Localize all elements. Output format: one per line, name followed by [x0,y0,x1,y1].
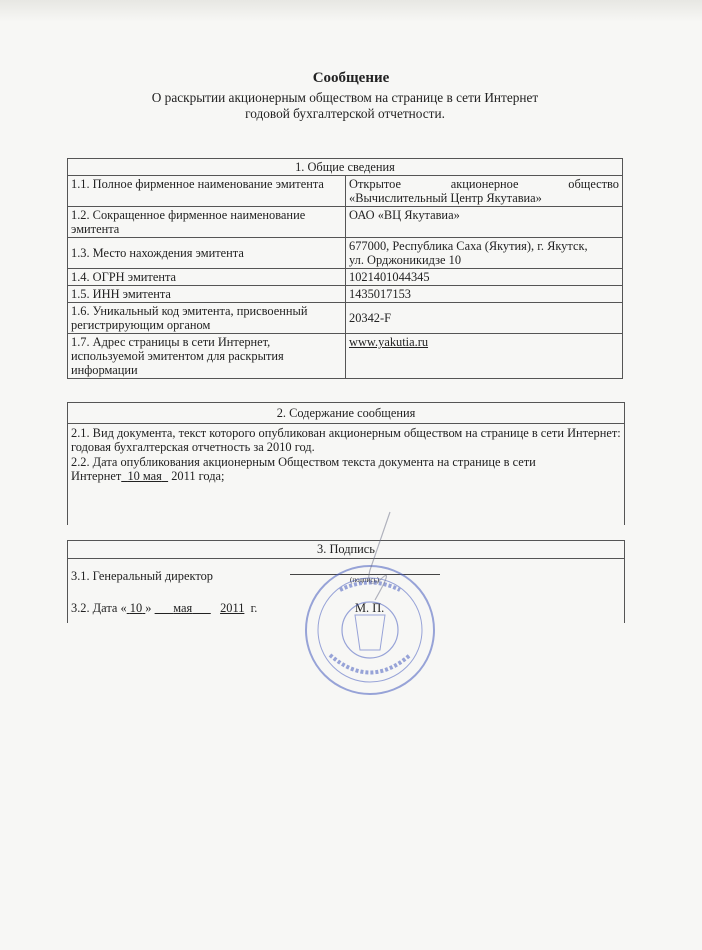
general-info-table [67,158,623,379]
section1-heading: 1. Общие сведения [68,159,623,176]
signature-caption: (подпись) [350,576,380,584]
content-prefix: Интернет [71,469,122,483]
section3-heading: 3. Подпись [68,541,624,559]
subtitle-line-1: О раскрытии акционерным обществом на странице в сети Интернет [151,90,539,105]
handwritten-signature [350,510,410,610]
row-label: 1.6. Уникальный код эмитента, присвоенный регистрирующим органом [68,303,346,334]
page-subtitle [0,90,690,122]
date-month [155,601,211,615]
message-content-body [68,424,624,486]
page-title: Сообщение [312,70,390,86]
date-suffix: г. [250,601,258,615]
message-content-box [67,402,625,525]
publication-date-text: 10 мая [127,469,162,483]
table-row [68,334,623,379]
section2-heading: 2. Содержание сообщения [68,403,624,424]
content-paragraph-2-line-1: 2.2. Дата опубликования акционерным Обществом текста документа на странице в сети [71,454,536,469]
row-label: 1.4. ОГРН эмитента [68,269,346,286]
date-year: 2011 [220,601,245,615]
date-row [71,601,257,616]
row-label: 1.7. Адрес страницы в сети Интернет, используемой эмитентом для раскрытия информации [68,334,346,379]
row-value: 1021401044345 [346,269,623,286]
table-row [68,176,623,207]
table-row [68,269,623,286]
content-paragraph-1: 2.1. Вид документа, текст которого опубликован акционерным обществом на странице в сети Интернет: годовая бухгалтерская отчетность за 2010 год. [71,425,621,454]
row-label: 1.1. Полное фирменное наименование эмитента [68,176,346,207]
row-value: 1435017153 [346,286,623,303]
table-row [68,207,623,238]
table-row [68,238,623,269]
row-value-line: Открытое акционерное общество [349,177,619,191]
seal-label: М. П. [355,601,385,615]
row-label: 1.2. Сокращенное фирменное наименование эмитента [68,207,346,238]
subtitle-line-2: годовой бухгалтерской отчетности. [245,106,445,121]
row-value: ОАО «ВЦ Якутавиа» [346,207,623,238]
row-label: 1.5. ИНН эмитента [68,286,346,303]
row-value-line: «Вычислительный Центр Якутавиа» [349,191,542,205]
content-suffix: 2011 года; [171,469,225,483]
row-value [346,238,623,269]
content-paragraph-2-line-2 [71,469,621,484]
date-label: 3.2. Дата « [71,601,127,615]
scan-edge [0,0,702,22]
row-value-line: 677000, Республика Саха (Якутия), г. Якутск, [349,239,588,253]
date-day [127,601,146,615]
row-label: 1.3. Место нахождения эмитента [68,238,346,269]
date-close: » [145,601,152,615]
date-day-text: 10 [129,601,143,615]
table-row [68,303,623,334]
date-month-text: мая [173,601,193,615]
row-value [346,176,623,207]
director-label: 3.1. Генеральный директор [71,569,213,583]
website-link[interactable]: www.yakutia.ru [346,334,623,379]
row-value-line: ул. Орджоникидзе 10 [349,253,462,267]
row-value: 20342-F [346,303,623,334]
table-row [68,286,623,303]
publication-date [121,469,168,483]
